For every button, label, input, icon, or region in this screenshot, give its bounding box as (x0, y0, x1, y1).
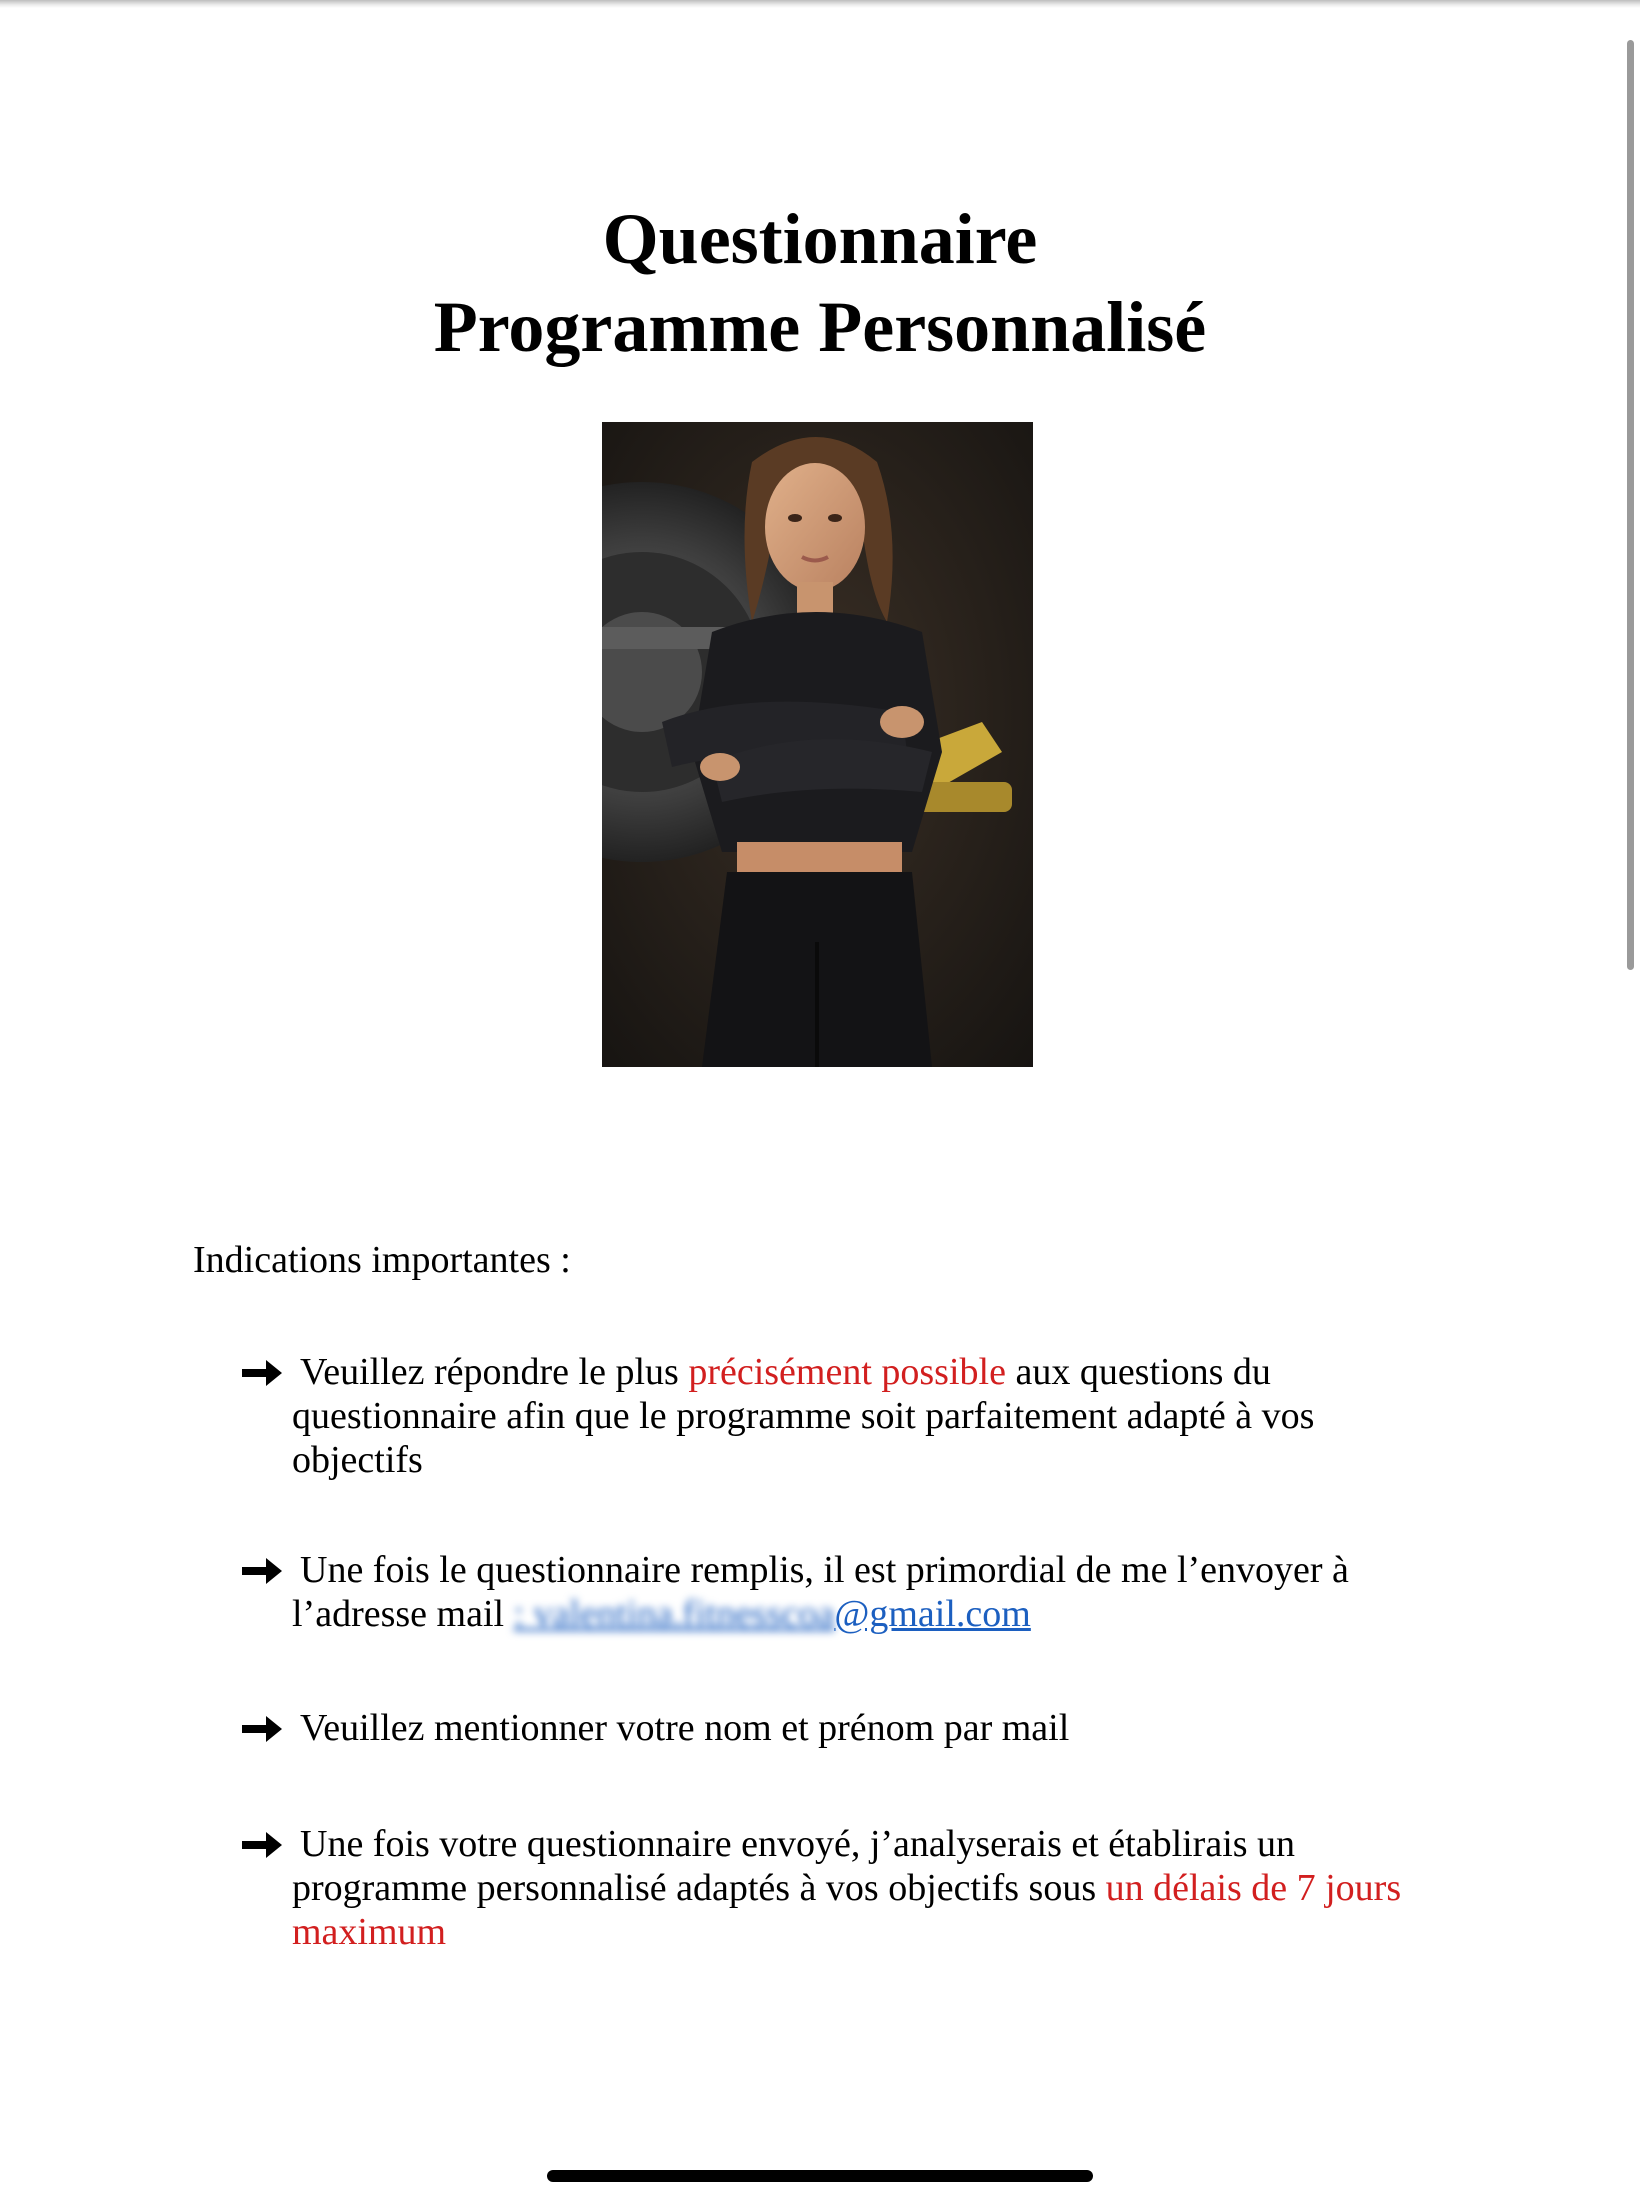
bullet-highlight: un délais de 7 jours maximum (292, 1867, 1402, 1953)
list-item (240, 1706, 1440, 1750)
title-line-2: Programme Personnalisé (433, 287, 1207, 367)
arrow-right-icon (240, 1556, 284, 1586)
arrow-right-icon (240, 1830, 284, 1860)
list-item (240, 1350, 1440, 1482)
bullet-highlight: précisément possible (688, 1351, 1006, 1393)
bullet-text: Une fois votre questionnaire envoyé, j’analyserais et établirais un programme personnalisé adaptés à vos objectifs sous (292, 1823, 1296, 1909)
email-link[interactable]: @gmail.com (834, 1593, 1031, 1635)
home-indicator[interactable] (547, 2170, 1093, 2182)
bullet-text: Une fois le questionnaire remplis, il est primordial de me l’envoyer à l’adresse mail (292, 1549, 1349, 1635)
bullet-text: aux questions du questionnaire afin que le programme soit parfaitement adapté à vos objectifs (292, 1351, 1315, 1481)
coach-photo (602, 422, 1033, 1067)
section-label: Indications importantes : (193, 1239, 571, 1281)
bullet-text: Veuillez répondre le plus (300, 1351, 689, 1393)
arrow-right-icon (240, 1714, 284, 1744)
list-item (240, 1822, 1440, 1954)
page-title (0, 195, 1640, 371)
email-link-redacted[interactable]: : valentina.fitnesscoa (513, 1593, 835, 1635)
title-line-1: Questionnaire (602, 199, 1038, 279)
bullet-text: Veuillez mentionner votre nom et prénom par mail (300, 1707, 1070, 1749)
top-edge (0, 0, 1640, 8)
arrow-right-icon (240, 1358, 284, 1388)
list-item (240, 1548, 1440, 1636)
scrollbar[interactable] (1627, 40, 1634, 970)
instruction-list (240, 1350, 1440, 1954)
